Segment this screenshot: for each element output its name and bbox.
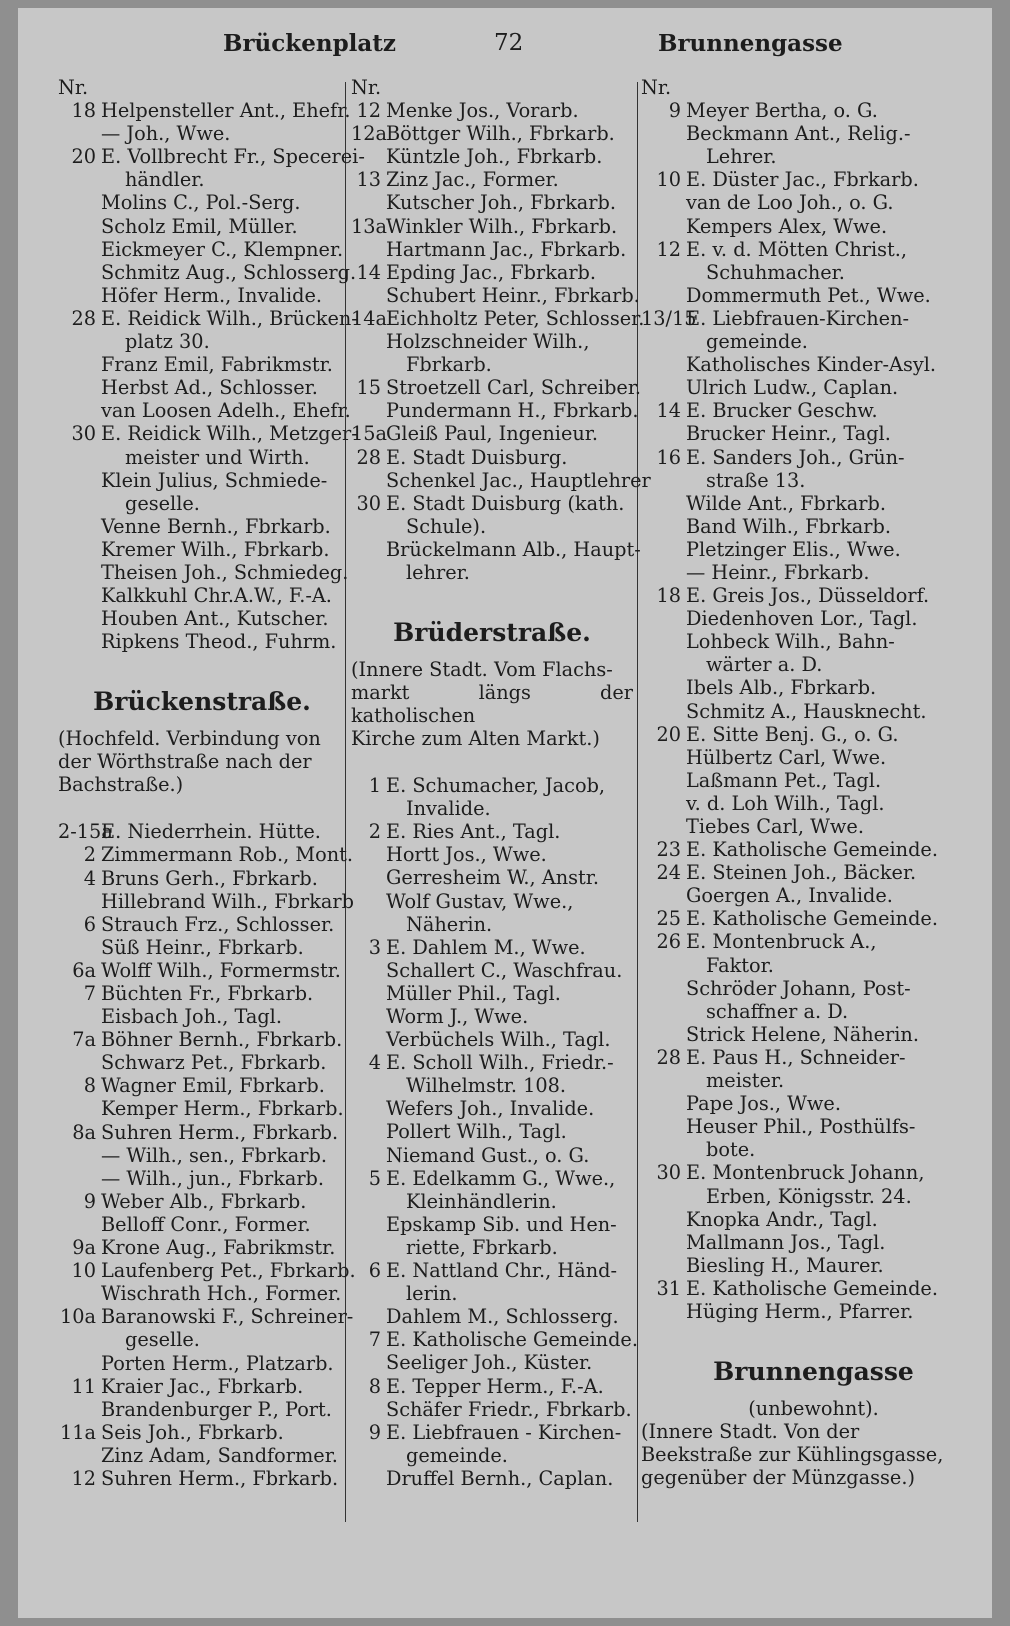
house-number: 4 [368, 1051, 381, 1075]
directory-entry: Kutscher Joh., Fbrkarb. [386, 191, 616, 215]
directory-entry: Lohbeck Wilh., Bahn- [686, 630, 895, 654]
entry-continuation: Kleinhändlerin. [406, 1189, 557, 1213]
directory-entry [641, 238, 986, 261]
house-number: 7 [83, 982, 96, 1005]
directory-entry [351, 99, 633, 122]
entry-text: E. Steinen Joh., Bäcker. [686, 861, 917, 885]
section-subtitle: (unbewohnt). [748, 1397, 879, 1421]
directory-entry [58, 422, 358, 446]
directory-entry: Hüging Herm., Pfarrer. [686, 1299, 914, 1323]
directory-entry: Katholisches Kinder-Asyl. [686, 353, 937, 377]
directory-entry: Biesling H., Maurer. [686, 1253, 884, 1277]
directory-entry: Worm J., Wwe. [386, 1005, 529, 1028]
entry-continuation: riette, Fbrkarb. [406, 1235, 558, 1259]
house-number: 18 [71, 99, 96, 123]
directory-entry: Goergen A., Invalide. [686, 884, 893, 908]
house-number: 4 [83, 866, 96, 890]
directory-entry: Wolf Gustav, Wwe., [386, 889, 574, 913]
directory-entry: Schröder Johann, Post- [686, 976, 911, 1000]
entry-text: Böttger Wilh., Fbrkarb. [386, 122, 615, 146]
entry-continuation: meister und Wirth. [125, 445, 310, 469]
directory-entry [58, 1121, 346, 1144]
directory-entry [641, 99, 986, 122]
directory-entry [58, 99, 351, 123]
directory-entry [351, 1375, 633, 1398]
directory-entry: Eickmeyer C., Klempner. [101, 237, 344, 261]
house-number: 11a [59, 1420, 96, 1444]
entry-text: E. Reidick Wilh., Brücken- [101, 306, 358, 330]
directory-entry: Brückelmann Alb., Haupt- [386, 537, 641, 561]
directory-entry [58, 1259, 356, 1283]
house-number: 30 [656, 1161, 681, 1185]
directory-entry [641, 307, 986, 330]
directory-entry: Müller Phil., Tagl. [386, 981, 561, 1005]
directory-entry: v. d. Loh Wilh., Tagl. [686, 791, 885, 815]
directory-entry [351, 1167, 633, 1190]
entry-continuation: Schuhmacher. [706, 260, 845, 284]
house-number: 30 [356, 491, 381, 515]
directory-entry: Hartmann Jac., Fbrkarb. [386, 237, 627, 261]
house-number: 2-15a [58, 820, 113, 844]
directory-entry: Epskamp Sib. und Hen- [386, 1212, 617, 1236]
directory-entry: Franz Emil, Fabrikmstr. [101, 353, 333, 377]
directory-entry [58, 1375, 346, 1398]
house-number: 11 [71, 1374, 96, 1398]
directory-entry [351, 1328, 638, 1352]
house-number: 30 [71, 422, 96, 446]
entry-text: Winkler Wilh., Fbrkarb. [386, 214, 618, 238]
entry-continuation: gemeinde. [706, 330, 808, 354]
entry-continuation: straße 13. [706, 468, 806, 492]
entry-text: E. v. d. Mötten Christ., [686, 237, 908, 261]
house-number: 25 [656, 907, 681, 931]
house-number: 10 [71, 1259, 96, 1283]
directory-entry [351, 936, 633, 959]
entry-continuation: geselle. [125, 491, 200, 515]
directory-entry: Schenkel Jac., Hauptlehrer [386, 468, 651, 492]
house-number: 14 [656, 399, 681, 423]
directory-entry: Verbüchels Wilh., Tagl. [386, 1028, 611, 1052]
house-number: 18 [656, 584, 681, 608]
entry-continuation: schaffner a. D. [706, 999, 849, 1023]
section-description [351, 658, 633, 750]
directory-entry [58, 820, 346, 843]
column-2 [351, 76, 651, 1490]
entry-continuation: Erben, Königsstr. 24. [706, 1184, 912, 1208]
directory-entry: Schwarz Pet., Fbrkarb. [101, 1051, 327, 1075]
directory-entry: Ulrich Ludw., Caplan. [686, 376, 899, 400]
directory-entry: Kremer Wilh., Fbrkarb. [101, 537, 330, 561]
entry-text: E. Katholische Gemeinde. [686, 907, 938, 931]
section-title: Brückenstraße. [93, 687, 311, 717]
house-number: 20 [71, 145, 96, 169]
house-number: 15 [356, 376, 381, 400]
entry-text: Bruns Gerh., Fbrkarb. [101, 866, 318, 890]
description-line: Bachstraße.) [58, 773, 184, 797]
section-title: Brüderstraße. [393, 618, 591, 648]
entry-text: E. Montenbruck Johann, [686, 1161, 925, 1185]
entry-text: E. Sanders Joh., Grün- [686, 445, 905, 469]
house-number: 9a [72, 1236, 96, 1260]
entry-text: Suhren Herm., Fbrkarb. [101, 1120, 339, 1144]
directory-entry [641, 838, 986, 861]
entry-text: E. Niederrhein. Hütte. [101, 820, 321, 844]
entry-text: Menke Jos., Vorarb. [386, 99, 579, 123]
house-number: 8a [72, 1120, 96, 1144]
directory-entry [641, 584, 986, 607]
column-1 [58, 76, 365, 1490]
directory-entry: Hillebrand Wilh., Fbrkarb [101, 889, 354, 913]
directory-entry [351, 422, 633, 445]
entry-text: E. Greis Jos., Düsseldorf. [686, 584, 930, 608]
directory-entry: Niemand Gust., o. G. [386, 1143, 590, 1167]
directory-entry: — Wilh., jun., Fbrkarb. [101, 1166, 325, 1190]
house-number: 16 [656, 445, 681, 469]
entry-text: Gleiß Paul, Ingenieur. [386, 422, 599, 446]
directory-entry: Brandenburger P., Port. [101, 1397, 332, 1421]
house-number: 13 [356, 168, 381, 192]
house-number: 31 [656, 1276, 681, 1300]
house-number: 2 [83, 843, 96, 867]
entry-text: E. Tepper Herm., F.-A. [386, 1374, 604, 1398]
directory-entry: Diedenhoven Lor., Tagl. [686, 607, 918, 631]
house-number: 8 [368, 1374, 381, 1398]
entry-text: E. Montenbruck A., [686, 930, 877, 954]
directory-entry: Houben Ant., Kutscher. [101, 607, 329, 631]
directory-entry: Druffel Bernh., Caplan. [386, 1466, 614, 1490]
header-right-street: Brunnengasse [658, 30, 843, 57]
entry-continuation: händler. [125, 168, 205, 192]
entry-continuation: meister. [706, 1069, 785, 1093]
directory-entry [641, 723, 986, 746]
directory-entry [351, 215, 633, 238]
entry-text: Laufenberg Pet., Fbrkarb. [101, 1259, 356, 1283]
directory-entry [58, 1236, 346, 1259]
directory-entry: Kemper Herm., Fbrkarb. [101, 1097, 344, 1121]
directory-entry: Gerresheim W., Anstr. [386, 866, 600, 890]
house-number: 7a [72, 1028, 96, 1052]
nr-label: Nr. [351, 76, 382, 99]
header-left-street: Brückenplatz [223, 30, 396, 57]
directory-entry: Porten Herm., Platzarb. [101, 1351, 334, 1375]
section-title: Brunnengasse [713, 1357, 914, 1387]
directory-entry [641, 446, 986, 469]
entry-text: E. Stadt Duisburg (kath. [386, 491, 625, 515]
directory-entry [351, 376, 642, 400]
directory-entry [641, 861, 986, 884]
house-number: 14a [351, 306, 388, 330]
entry-text: E. Nattland Chr., Händ- [386, 1259, 617, 1283]
directory-entry: Kempers Alex, Wwe. [686, 214, 888, 238]
entry-text: E. Paus H., Schneider- [686, 1045, 906, 1069]
entry-text: Kraier Jac., Fbrkarb. [101, 1374, 304, 1398]
entry-text: Weber Alb., Fbrkarb. [101, 1189, 307, 1213]
directory-entry: Beckmann Ant., Relig.- [686, 122, 911, 146]
house-number: 12 [71, 1466, 96, 1490]
house-number: 13/15 [641, 306, 697, 330]
house-number: 7 [368, 1328, 381, 1352]
entry-continuation: platz 30. [125, 330, 210, 354]
house-number: 13a [351, 214, 388, 238]
house-number: 28 [356, 445, 381, 469]
entry-text: E. Scholl Wilh., Friedr.- [386, 1051, 614, 1075]
directory-entry [351, 774, 633, 797]
description-line: der Wörthstraße nach der [58, 750, 312, 774]
directory-entry [58, 913, 346, 936]
directory-entry: Wischrath Hch., Former. [101, 1282, 342, 1306]
directory-entry [58, 982, 346, 1005]
directory-entry [58, 145, 365, 169]
directory-entry [351, 261, 633, 284]
entry-continuation: Fbrkarb. [406, 353, 492, 377]
entry-continuation: gemeinde. [406, 1443, 508, 1467]
description-line: Kirche zum Alten Markt.) [351, 727, 600, 751]
directory-entry: — Joh., Wwe. [101, 122, 231, 146]
entry-continuation: Faktor. [706, 953, 774, 977]
directory-entry [58, 1074, 346, 1097]
directory-entry [641, 1046, 986, 1069]
directory-entry [58, 1421, 346, 1444]
house-number: 10a [59, 1305, 96, 1329]
page-number: 72 [494, 30, 524, 56]
entry-text: E. Brucker Geschw. [686, 399, 878, 423]
directory-entry: Scholz Emil, Müller. [101, 214, 298, 238]
directory-entry [641, 399, 986, 422]
entry-text: Meyer Bertha, o. G. [686, 99, 878, 123]
directory-entry: Eisbach Joh., Tagl. [101, 1005, 282, 1029]
house-number: 5 [368, 1166, 381, 1190]
directory-entry [58, 1190, 346, 1213]
directory-entry: Schäfer Friedr., Fbrkarb. [386, 1397, 632, 1421]
directory-entry: Venne Bernh., Fbrkarb. [101, 514, 331, 538]
directory-entry [641, 907, 986, 930]
directory-entry: Klein Julius, Schmiede- [101, 468, 328, 492]
entry-text: E. Katholische Gemeinde. [686, 838, 938, 862]
directory-entry: Molins C., Pol.-Serg. [101, 191, 301, 215]
house-number: 8 [83, 1074, 96, 1098]
nr-label: Nr. [641, 76, 672, 99]
directory-entry: Pape Jos., Wwe. [686, 1092, 841, 1116]
entry-text: E. Vollbrecht Fr., Specerei- [101, 145, 365, 169]
house-number: 28 [656, 1045, 681, 1069]
directory-entry: Holzschneider Wilh., [386, 330, 590, 354]
entry-text: E. Katholische Gemeinde. [386, 1328, 638, 1352]
entry-text: Büchten Fr., Fbrkarb. [101, 982, 314, 1005]
entry-text: Wagner Emil, Fbrkarb. [101, 1074, 325, 1098]
entry-text: E. Stadt Duisburg. [386, 445, 568, 469]
entry-text: Seis Joh., Fbrkarb. [101, 1420, 284, 1444]
entry-text: E. Liebfrauen-Kirchen- [686, 306, 910, 330]
section-description [641, 1420, 986, 1489]
directory-entry: Küntzle Joh., Fbrkarb. [386, 145, 603, 169]
directory-entry: Wilde Ant., Fbrkarb. [686, 491, 886, 515]
directory-entry [351, 820, 633, 843]
house-number: 6 [83, 912, 96, 936]
entry-continuation: geselle. [125, 1328, 200, 1352]
directory-entry: Seeliger Joh., Küster. [386, 1351, 593, 1375]
directory-entry: Schmitz Aug., Schlosserg. [101, 260, 357, 284]
directory-entry [351, 492, 633, 515]
directory-entry [641, 1277, 986, 1300]
house-number: 6a [72, 958, 96, 982]
directory-entry: Pollert Wilh., Tagl. [386, 1120, 567, 1144]
house-number: 1 [368, 774, 381, 798]
description-line: (Innere Stadt. Vom Flachs- [351, 658, 613, 682]
directory-page [18, 8, 992, 1618]
directory-entry: Dommermuth Pet., Wwe. [686, 283, 931, 307]
house-number: 10 [656, 168, 681, 192]
directory-entry: Ripkens Theod., Fuhrm. [101, 630, 337, 654]
directory-entry: Pundermann H., Fbrkarb. [386, 399, 639, 423]
entry-continuation: Näherin. [406, 912, 493, 936]
entry-text: Zinz Jac., Former. [386, 168, 559, 192]
description-line: (Hochfeld. Verbindung von [58, 727, 321, 751]
entry-text: E. Düster Jac., Fbrkarb. [686, 168, 919, 192]
entry-continuation: Lehrer. [706, 145, 777, 169]
house-number: 6 [368, 1259, 381, 1283]
spacer [351, 760, 633, 774]
entry-text: Krone Aug., Fabrikmstr. [101, 1236, 336, 1260]
directory-entry [351, 306, 645, 330]
entry-text: Zimmermann Rob., Mont. [101, 843, 354, 867]
directory-entry: Brucker Heinr., Tagl. [686, 422, 891, 446]
directory-entry: Zinz Adam, Sandformer. [101, 1443, 338, 1467]
house-number: 9 [368, 1420, 381, 1444]
directory-entry [58, 1467, 346, 1490]
directory-entry: Süß Heinr., Fbrkarb. [101, 935, 304, 959]
entry-continuation: Schule). [406, 514, 487, 538]
entry-text: E. Katholische Gemeinde. [686, 1276, 938, 1300]
entry-text: E. Ries Ant., Tagl. [386, 820, 561, 844]
directory-entry: Ibels Alb., Fbrkarb. [686, 676, 877, 700]
house-number: 15a [351, 422, 388, 446]
directory-entry: Schallert C., Waschfrau. [386, 958, 623, 982]
house-number: 28 [71, 306, 96, 330]
entry-text: E. Liebfrauen - Kirchen- [386, 1420, 622, 1444]
house-number: 12a [351, 122, 388, 146]
house-number: 3 [368, 935, 381, 959]
nr-label: Nr. [58, 76, 89, 99]
directory-entry: Belloff Conr., Former. [101, 1212, 311, 1236]
directory-entry [351, 1051, 633, 1074]
spacer [58, 806, 346, 820]
directory-entry [641, 1161, 986, 1184]
entry-continuation: bote. [706, 1138, 756, 1162]
directory-entry [641, 168, 986, 191]
directory-entry: Dahlem M., Schlosserg. [386, 1305, 619, 1329]
entry-continuation: Wilhelmstr. 108. [406, 1074, 567, 1098]
house-number: 20 [656, 722, 681, 746]
entry-text: Eichholtz Peter, Schlosser. [386, 306, 645, 330]
entry-text: E. Reidick Wilh., Metzger- [101, 422, 358, 446]
directory-entry [58, 1028, 346, 1051]
description-line: (Innere Stadt. Von der [641, 1420, 860, 1444]
directory-entry: Heuser Phil., Posthülfs- [686, 1115, 916, 1139]
house-number: 26 [656, 930, 681, 954]
entry-text: Epding Jac., Fbrkarb. [386, 260, 597, 284]
directory-entry [351, 1259, 633, 1282]
directory-entry [351, 168, 633, 191]
directory-entry [58, 306, 358, 330]
entry-continuation: lehrer. [406, 560, 470, 584]
section-description [58, 727, 346, 796]
directory-entry [58, 843, 354, 867]
directory-entry: Schubert Heinr., Fbrkarb. [386, 283, 640, 307]
entry-text: E. Edelkamm G., Wwe., [386, 1166, 616, 1190]
directory-entry: van Loosen Adelh., Ehefr. [101, 399, 351, 423]
directory-entry: Theisen Joh., Schmiedeg. [101, 560, 349, 584]
entry-continuation: Invalide. [406, 797, 491, 821]
description-line: markt längs der katholischen [351, 681, 633, 728]
entry-text: E. Sitte Benj. G., o. G. [686, 722, 899, 746]
directory-entry: Herbst Ad., Schlosser. [101, 376, 318, 400]
directory-entry: Laßmann Pet., Tagl. [686, 768, 882, 792]
entry-text: Wolff Wilh., Formermstr. [101, 958, 341, 982]
directory-entry: Kalkkuhl Chr.A.W., F.-A. [101, 584, 332, 608]
house-number: 9 [668, 99, 681, 123]
directory-entry [58, 959, 346, 982]
entry-text: Baranowski F., Schreiner- [101, 1305, 354, 1329]
directory-entry: Tiebes Carl, Wwe. [686, 815, 864, 838]
description-line: Beekstraße zur Kühlingsgasse, [641, 1443, 944, 1467]
directory-entry [641, 930, 986, 953]
directory-entry: Hortt Jos., Wwe. [386, 843, 547, 867]
house-number: 24 [656, 861, 681, 885]
directory-entry: Hülbertz Carl, Wwe. [686, 745, 887, 769]
directory-entry: Schmitz A., Hausknecht. [686, 699, 927, 723]
house-number: 9 [83, 1189, 96, 1213]
entry-continuation: wärter a. D. [706, 653, 823, 677]
directory-entry: Pletzinger Elis., Wwe. [686, 537, 901, 561]
description-line: gegenüber der Münzgasse.) [641, 1466, 915, 1490]
house-number: 12 [656, 237, 681, 261]
entry-text: Strauch Frz., Schlosser. [101, 912, 335, 936]
house-number: 23 [656, 838, 681, 862]
directory-entry [58, 1305, 354, 1329]
directory-entry [58, 867, 346, 890]
house-number: 12 [356, 99, 381, 123]
entry-continuation: lerin. [406, 1282, 458, 1306]
directory-entry [351, 1421, 633, 1444]
house-number: 14 [356, 260, 381, 284]
directory-entry: Wefers Joh., Invalide. [386, 1097, 595, 1121]
house-number: 2 [368, 820, 381, 844]
directory-entry: Band Wilh., Fbrkarb. [686, 514, 891, 538]
directory-entry: Strick Helene, Näherin. [686, 1022, 919, 1046]
directory-entry: — Wilh., sen., Fbrkarb. [101, 1143, 327, 1167]
directory-entry: Knopka Andr., Tagl. [686, 1207, 878, 1231]
entry-text: Böhner Bernh., Fbrkarb. [101, 1028, 343, 1052]
column-3 [641, 76, 986, 1499]
directory-entry: Höfer Herm., Invalide. [101, 283, 323, 307]
directory-entry [351, 446, 633, 469]
directory-entry: Mallmann Jos., Tagl. [686, 1230, 886, 1254]
directory-entry: — Heinr., Fbrkarb. [686, 560, 870, 584]
entry-text: E. Dahlem M., Wwe. [386, 935, 586, 959]
entry-text: E. Schumacher, Jacob, [386, 774, 606, 798]
directory-entry [351, 122, 633, 145]
entry-text: Helpensteller Ant., Ehefr. [101, 99, 351, 123]
directory-entry: van de Loo Joh., o. G. [686, 191, 894, 215]
entry-text: Suhren Herm., Fbrkarb. [101, 1466, 339, 1490]
entry-text: Stroetzell Carl, Schreiber. [386, 376, 642, 400]
